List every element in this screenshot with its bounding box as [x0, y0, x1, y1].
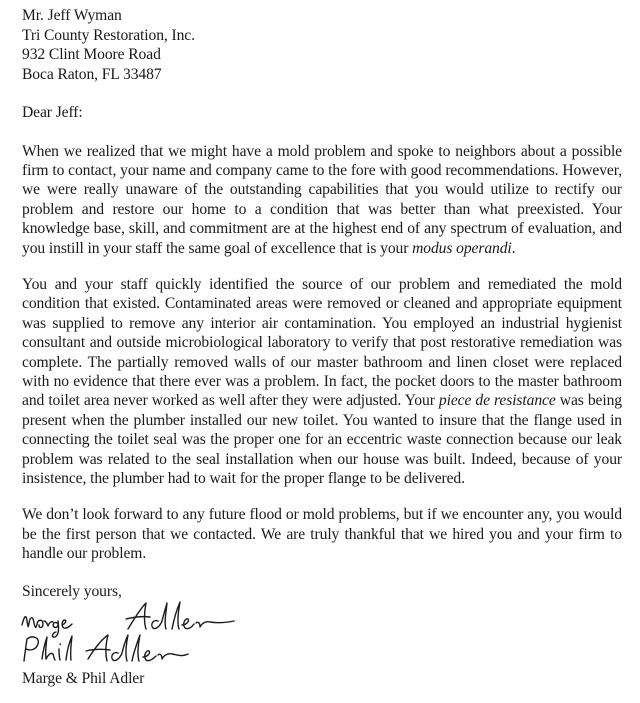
body-paragraph-2: [22, 275, 622, 488]
paragraph-1-text: When we realized that we might have a mold problem and spoke to neighbors about a possible firm to contact, your name and company came to the fore with good recommendations. However, we were really unaware of the outstanding capabilities that you would utilize to rectify our problem and restore our home to a condition that was better than what preexisted. Your knowledge base, skill, and commitment are at the highest end of any spectrum of evaluation, and you instill in your staff the same goal of excellence that is your: [22, 142, 622, 257]
paragraph-1-end: .: [511, 239, 516, 257]
signature-phil-adler: [24, 636, 72, 661]
paragraph-2-text-a: You and your staff quickly identified the source of our problem and remediated the mold condition that existed. Contaminated areas were removed or cleaned and appropriate equipment was supplied to remove any interior air contamination. You employed an industrial hygienist consultant and outside microbiological laboratory to verify that post restorative remediation was complete. The partially removed walls of our master bathroom and linen closet were replaced with no evidence that there ever was a problem. In fact, the pocket doors to the master bathroom and toilet area never worked as well after they were adjusted. Your: [22, 275, 622, 410]
paragraph-2-emphasis: piece de resistance: [438, 392, 556, 410]
signature-marge-adler: [22, 617, 72, 637]
recipient-company: Tri County Restoration, Inc.: [22, 26, 195, 44]
recipient-city: Boca Raton, FL 33487: [22, 65, 162, 83]
signer-names: Marge & Phil Adler: [22, 670, 145, 688]
letter: [22, 6, 622, 689]
body-paragraph-3: We don’t look forward to any future flood or mold problems, but if we encounter any, you would be the first person that we contacted. We are truly thankful that we hired you and your firm to handle our problem.: [22, 506, 622, 563]
salutation: Dear Jeff:: [22, 104, 83, 121]
recipient-address: [22, 6, 622, 84]
paragraph-2-text-b: was being present when the plumber installed our new toilet. You wanted to insure that the flange used in connecting the toilet seal was the proper one for an eccentric waste connection because our leak problem was related to the seal installation when our house was built. Indeed, because of your insistence, the plumber had to wait for the proper flange to be delivered.: [22, 392, 622, 487]
closing: Sincerely yours,: [22, 582, 122, 600]
paragraph-1-emphasis: modus operandi: [412, 239, 512, 257]
signatures: [22, 599, 622, 669]
recipient-name: Mr. Jeff Wyman: [22, 7, 122, 24]
handwritten-signatures: [10, 599, 270, 671]
recipient-street: 932 Clint Moore Road: [22, 46, 161, 63]
body-paragraph-1: [22, 142, 622, 258]
